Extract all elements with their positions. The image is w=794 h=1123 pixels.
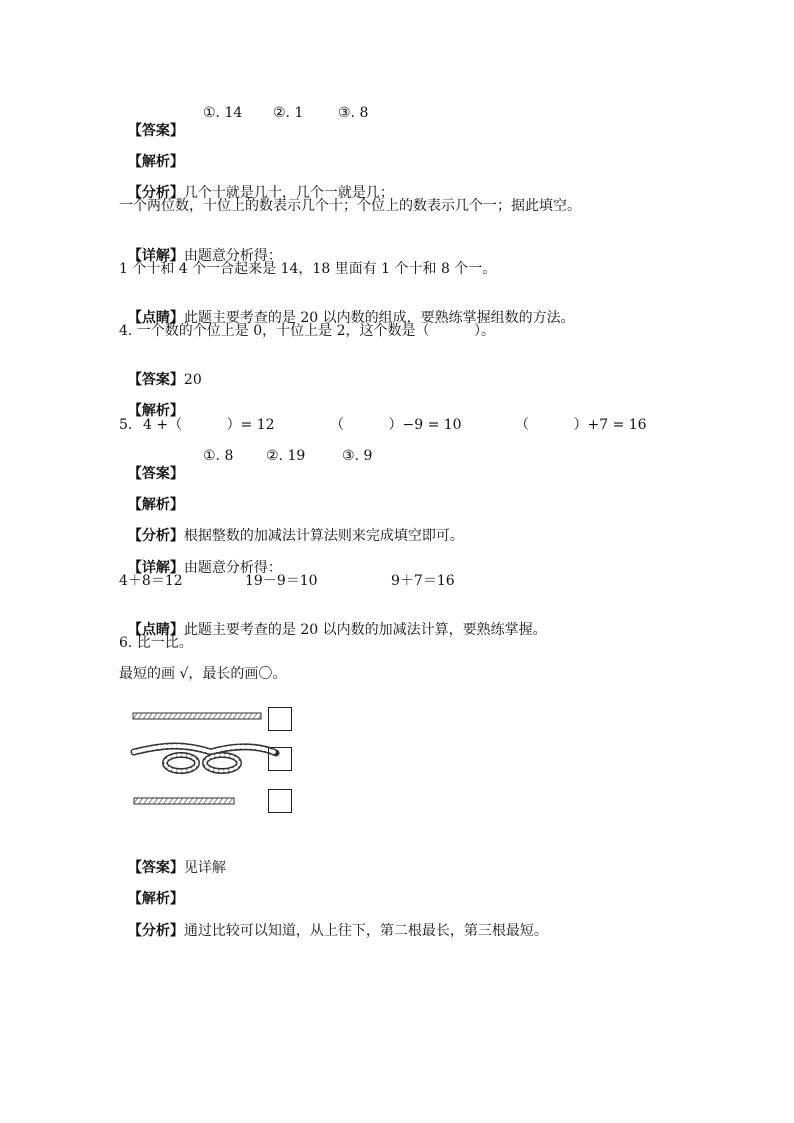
q6-fenxi-row (119, 904, 548, 940)
answer-tag: 【答案】 (127, 466, 184, 482)
analysis-tag: 【解析】 (127, 891, 184, 907)
q5-answer-1: ①. 8 (203, 448, 234, 464)
q5-fenxi-row (119, 509, 464, 545)
xiangjie-tag: 【详解】 (127, 560, 184, 576)
q5-item-3: （ ）+7 = 16 (515, 417, 647, 433)
q5-equation-1: 4＋8＝12 (119, 573, 183, 589)
q3-answer-1: ①. 14 (203, 105, 243, 121)
rope-3 (134, 798, 234, 804)
fenxi-tag: 【分析】 (127, 185, 184, 201)
xiangjie-text: 由题意分析得： (183, 560, 282, 576)
q5-item-2: （ ）−9 = 10 (330, 417, 462, 433)
q3-answer-3: ③. 8 (338, 105, 369, 121)
q6-question: 6. 比一比。 (119, 635, 193, 651)
analysis-tag: 【解析】 (127, 154, 184, 170)
dianjing-tag: 【点睛】 (127, 310, 184, 326)
analysis-tag: 【解析】 (127, 497, 184, 513)
fenxi-tag: 【分析】 (127, 528, 184, 544)
dianjing-tag: 【点睛】 (127, 622, 184, 638)
q3-answer-2: ②. 1 (273, 105, 304, 121)
fenxi-tag: 【分析】 (127, 923, 184, 939)
q6-analysis-row (119, 872, 184, 908)
q5-equation-3: 9＋7＝16 (391, 573, 455, 589)
q3-fenxi-text2: 一个两位数，十位上的数表示几个十；个位上的数表示几个一；据此填空。 (119, 198, 581, 214)
q5-item-1: 4 +（ ）= 12 (143, 417, 275, 433)
rope-2 (134, 746, 276, 771)
q5-answer-2: ②. 19 (266, 448, 306, 464)
xiangjie-text: 由题意分析得： (183, 248, 282, 264)
fenxi-text: 根据整数的加减法计算法则来完成填空即可。 (183, 528, 464, 544)
xiangjie-tag: 【详解】 (127, 248, 184, 264)
answer-tag: 【答案】 (127, 123, 184, 139)
q5-equation-2: 19－9＝10 (245, 573, 318, 589)
q5-answer-3: ③. 9 (342, 448, 373, 464)
fenxi-text: 几个十就是几十，几个一就是几； (183, 185, 394, 201)
q4-question: 4. 一个数的个位上是 0，十位上是 2，这个数是（ ）。 (119, 323, 496, 339)
q6-instruction: 最短的画 √，最长的画〇。 (119, 666, 287, 682)
q4-analysis-row (119, 384, 184, 420)
dianjing-text: 此题主要考查的是 20 以内数的加减法计算，要熟练掌握。 (183, 622, 547, 638)
answer-tag: 【答案】 (127, 860, 184, 876)
answer-box-2[interactable] (268, 747, 292, 771)
analysis-tag: 【解析】 (127, 403, 184, 419)
q3-xiangjie-text2: 1 个十和 4 个一合起来是 14，18 里面有 1 个十和 8 个一。 (119, 261, 497, 277)
q6-answer: 见详解 (183, 860, 226, 876)
answer-box-1[interactable] (268, 707, 292, 731)
rope-1 (133, 713, 261, 719)
fenxi-text: 通过比较可以知道，从上往下，第二根最长，第三根最短。 (183, 923, 548, 939)
answer-tag: 【答案】 (127, 372, 184, 388)
q5-number: 5. (119, 417, 133, 433)
q4-answer: 20 (183, 372, 202, 388)
dianjing-text: 此题主要考查的是 20 以内数的组成，要熟练掌握组数的方法。 (183, 310, 575, 326)
answer-box-3[interactable] (268, 789, 292, 813)
